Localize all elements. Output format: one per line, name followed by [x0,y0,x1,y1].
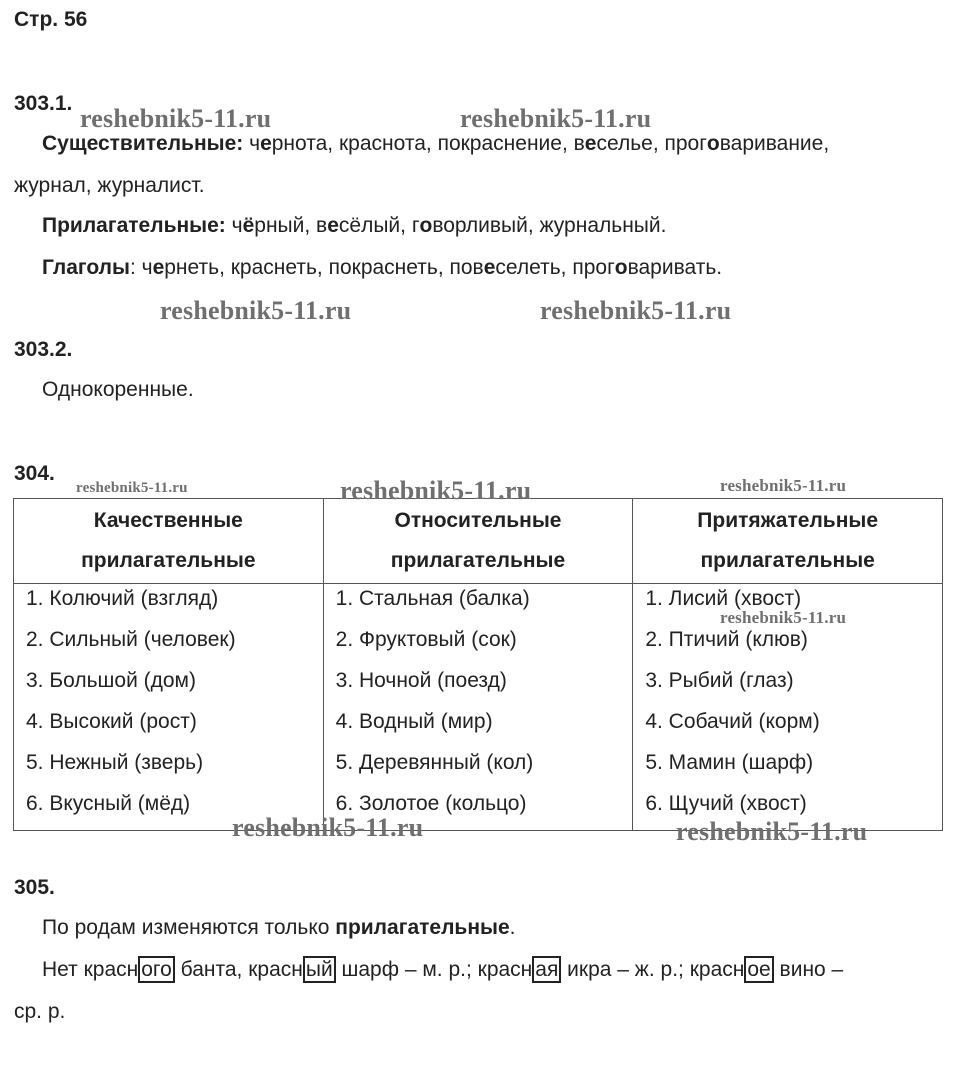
nouns-text: е [584,132,597,155]
header-line: прилагательные [390,549,566,572]
page-label: Стр. 56 [14,8,88,31]
answer-text: шарф – м. р.; красн [335,958,533,981]
watermark: reshebnik5-11.ru [76,480,188,496]
list-item: 5. Деревянный (кол) [335,751,534,774]
header-line: Качественные [93,509,243,532]
nouns-line [42,132,829,156]
watermark: reshebnik5-11.ru [160,296,352,325]
adjectives-line [42,214,666,238]
adjectives-label: Прилагательные: [42,214,226,237]
verbs-text: селеть, прог [495,256,615,279]
adjectives-text: ё [242,214,255,237]
watermark: reshebnik5-11.ru [720,608,847,627]
nouns-text: о [706,132,720,155]
watermark: reshebnik5-11.ru [460,104,652,133]
verbs-text: варивать. [627,256,723,279]
list-item: 4. Высокий (рост) [26,710,197,733]
answer-text: . [509,916,516,939]
list-item: 5. Нежный (зверь) [26,751,204,774]
list-item: 6. Золотое (кольцо) [335,792,527,815]
list-item: 3. Ночной (поезд) [335,669,507,692]
nouns-text: варивание, [719,132,830,155]
verbs-line [42,256,722,280]
answer-305-line-3: ср. р. [14,1000,66,1023]
verbs-text: рнеть, краснеть, покраснеть, пов [164,256,484,279]
adjectives-table [13,498,943,831]
nouns-label: Существительные: [42,132,244,155]
nouns-text: е [260,132,272,155]
header-line: Притяжательные [697,509,879,532]
list-item: 4. Собачий (корм) [645,710,820,733]
list-item: 3. Рыбий (глаз) [645,669,794,692]
table-header-row [14,499,943,584]
verbs-label: Глаголы [42,256,130,279]
verbs-text: : ч [129,256,153,279]
answer-305-line-1 [42,916,516,940]
watermark: reshebnik5-11.ru [676,817,868,846]
list-item: 1. Лисий (хвост) [645,587,802,610]
nouns-line-2: журнал, журналист. [14,174,205,197]
exercise-number-304: 304. [14,462,55,485]
watermark: reshebnik5-11.ru [720,476,847,495]
list-item: 2. Птичий (клюв) [645,628,808,651]
adjectives-text: рный, в [254,214,328,237]
exercise-number-303-1: 303.1. [14,92,73,115]
list-item: 6. Щучий (хвост) [645,792,807,815]
ending-box: ого [138,956,175,983]
list-item: 3. Большой (дом) [26,669,196,692]
exercise-number-305: 305. [14,876,55,899]
list-item: 2. Сильный (человек) [26,628,236,651]
watermark: reshebnik5-11.ru [340,476,532,505]
answer-text: банта, красн [174,958,303,981]
ending-box: ый [303,956,336,983]
adjectives-text: ч [231,214,243,237]
answer-text: вино – [773,958,844,981]
header-line: прилагательные [81,549,256,572]
ending-box: ая [532,956,561,983]
adjectives-text: е [327,214,339,237]
table-cell-relative [323,584,633,831]
exercise-number-303-2: 303.2. [14,338,73,361]
watermark: reshebnik5-11.ru [540,296,732,325]
list-item: 5. Мамин (шарф) [645,751,814,774]
nouns-text: рнота, краснота, покраснение, в [271,132,585,155]
list-item: 6. Вкусный (мёд) [26,792,191,815]
list-item: 2. Фруктовый (сок) [335,628,517,651]
adjectives-text: сёлый, г [338,214,420,237]
verbs-text: е [483,256,496,279]
answer-305-line-2 [42,958,843,982]
adjectives-text: ворливый, журнальный. [432,214,667,237]
verbs-text: о [614,256,628,279]
table-cell-qualitative [14,584,324,831]
adjectives-text: о [419,214,433,237]
answer-text: По родам изменяются только [42,916,336,939]
list-item: 1. Стальная (балка) [335,587,530,610]
answer-text: Нет красн [42,958,139,981]
table-header-relative [323,499,633,584]
watermark: reshebnik5-11.ru [80,104,272,133]
answer-bold-text: прилагательные [335,916,510,939]
nouns-text: ч [249,132,261,155]
ending-box: ое [744,956,773,983]
header-line: прилагательные [700,549,875,572]
verbs-text: е [152,256,165,279]
table-header-possessive [633,499,943,584]
list-item: 1. Колючий (взгляд) [26,587,219,610]
header-line: Относительные [394,509,562,532]
answer-text: икра – ж. р.; красн [561,958,745,981]
watermark: reshebnik5-11.ru [232,813,424,842]
table-header-qualitative [14,499,324,584]
answer-303-2: Однокоренные. [42,378,194,401]
list-item: 4. Водный (мир) [335,710,493,733]
nouns-text: селье, прог [596,132,707,155]
